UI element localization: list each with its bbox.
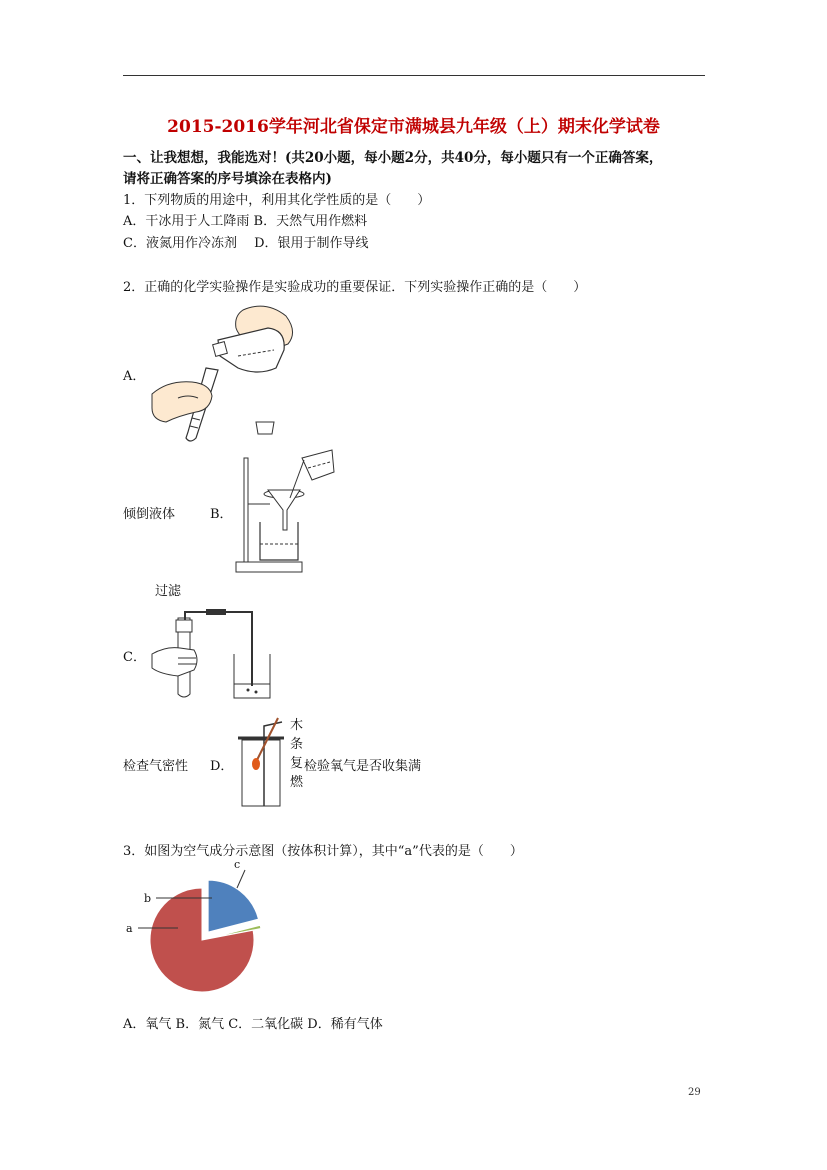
q2-stem: 2．正确的化学实验操作是实验成功的重要保证．下列实验操作正确的是（ ） [123,280,587,295]
page-number: 29 [688,1087,701,1098]
q2-option-a-caption: 倾倒液体 [123,507,176,522]
q3-options: A．氧气 B．氮气 C．二氧化碳 D．稀有气体 [123,1017,383,1032]
q2-option-b-caption: 过滤 [155,584,182,599]
q3-stem: 3．如图为空气成分示意图（按体积计算），其中“a”代表的是（ ） [123,844,523,859]
splint-label [290,716,303,792]
q2-option-c-caption: 检查气密性 [123,759,189,774]
splint-label-char-4: 燃 [290,775,304,790]
q2-option-c-letter: C． [123,650,146,665]
splint-label-char-1: 木 [290,718,304,733]
filtration-illustration [234,420,338,576]
q1-stem: 1．下列物质的用途中，利用其化学性质的是（ ） [123,193,431,208]
q2-option-d-letter: D． [210,759,234,774]
q1-options-row1: A．干冰用于人工降雨 B．天然气用作燃料 [123,214,368,229]
pie-label-a: a [126,922,133,935]
pie-label-b: b [144,892,152,905]
section-heading-line1: 一、让我想想，我能选对！(共20小题，每小题2分，共40分，每小题只有一个正确答案， [123,150,663,166]
header-rule [123,75,705,76]
q2-option-a-letter: A． [123,369,146,384]
pie-label-c: c [234,858,241,871]
exam-title: 2015-2016学年河北省保定市满城县九年级（上）期末化学试卷 [167,117,660,137]
section-heading-line2: 请将正确答案的序号填涂在表格内) [123,171,332,187]
air-composition-pie-chart [120,858,270,1008]
airtightness-check-illustration [148,606,278,702]
q1-options-row2: C．液氮用作冷冻剂 D．银用于制作导线 [123,236,369,251]
splint-label-char-3: 复 [290,756,304,771]
pie-leader-line-c [237,870,245,888]
splint-label-char-2: 条 [290,737,304,752]
q2-option-d-caption: 检验氧气是否收集满 [304,759,422,774]
oxygen-check-illustration [234,716,288,810]
pie-slice-c [208,880,258,932]
q2-option-b-letter: B． [210,507,233,522]
